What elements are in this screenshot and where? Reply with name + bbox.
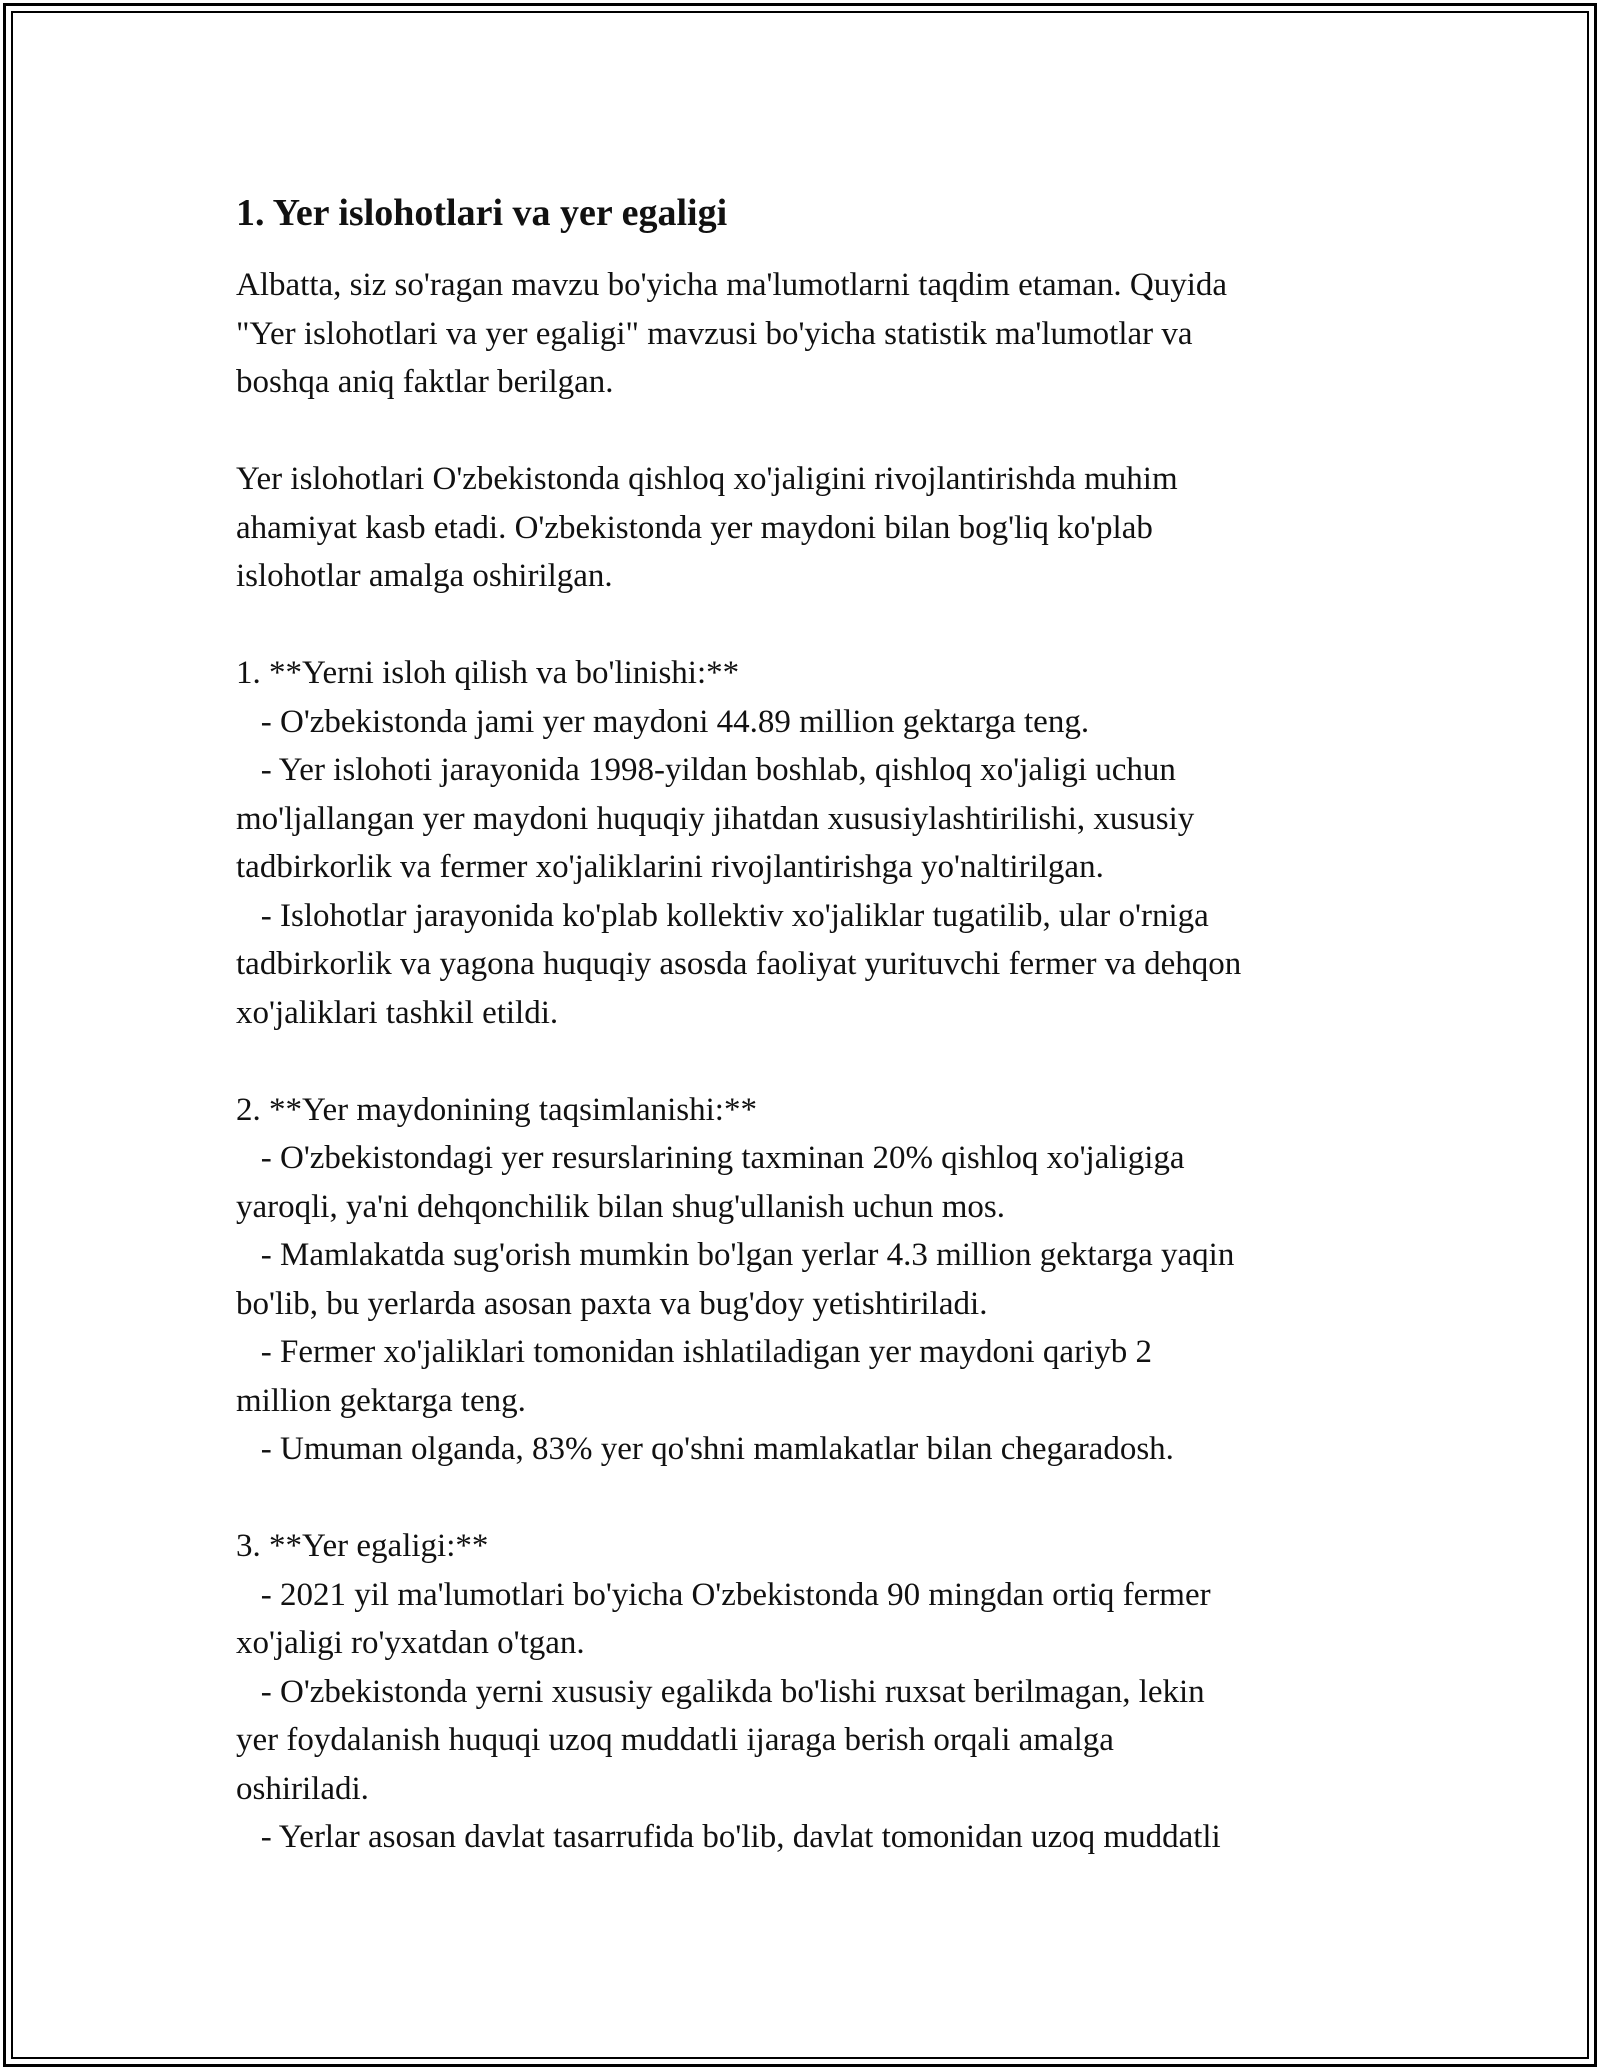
text-line: ahamiyat kasb etadi. O'zbekistonda yer maydoni bilan bog'liq ko'plab (236, 509, 1153, 546)
text-line: - Mamlakatda sug'orish mumkin bo'lgan yerlar 4.3 million gektarga yaqin (236, 1237, 1235, 1273)
blank-line (236, 1474, 1376, 1523)
text-line: - 2021 yil ma'lumotlari bo'yicha O'zbekistonda 90 mingdan ortiq fermer (236, 1576, 1211, 1613)
text-line: - O'zbekistondagi yer resurslarining taxminan 20% qishloq xo'jaligiga (236, 1140, 1185, 1176)
document-body (236, 185, 1376, 1862)
text-line: 3. **Yer egaligi:** (236, 1528, 489, 1564)
text-line: - Fermer xo'jaliklari tomonidan ishlatiladigan yer maydoni qariyb 2 (236, 1334, 1152, 1370)
document-text (236, 261, 1376, 1862)
text-line: islohotlar amalga oshirilgan. (236, 558, 613, 594)
text-line: - Yerlar asosan davlat tasarrufida bo'lib, davlat tomonidan uzoq muddatli (236, 1819, 1221, 1855)
title-spacing (236, 241, 1376, 261)
text-line: - Umuman olganda, 83% yer qo'shni mamlakatlar bilan chegaradosh. (236, 1431, 1174, 1467)
blank-line (236, 407, 1376, 456)
text-line: 1. **Yerni isloh qilish va bo'linishi:** (236, 655, 740, 691)
text-line: mo'ljallangan yer maydoni huquqiy jihatdan xususiylashtirilishi, xususiy (236, 800, 1195, 837)
text-line: Albatta, siz so'ragan mavzu bo'yicha ma'lumotlarni taqdim etaman. Quyida (236, 267, 1228, 303)
text-line: "Yer islohotlari va yer egaligi" mavzusi bo'yicha statistik ma'lumotlar va (236, 315, 1193, 352)
text-line: xo'jaligi ro'yxatdan o'tgan. (236, 1625, 585, 1661)
text-line: - O'zbekistonda yerni xususiy egalikda bo'lishi ruxsat berilmagan, lekin (236, 1673, 1205, 1710)
text-line: - Islohotlar jarayonida ko'plab kollektiv xo'jaliklar tugatilib, ular o'rniga (236, 897, 1209, 934)
text-line: yer foydalanish huquqi uzoq muddatli ijaraga berish orqali amalga (236, 1722, 1114, 1758)
blank-line (236, 601, 1376, 650)
text-line: million gektarga teng. (236, 1382, 526, 1419)
text-line: oshiriladi. (236, 1770, 369, 1807)
text-line: - O'zbekistonda jami yer maydoni 44.89 million gektarga teng. (236, 703, 1090, 740)
text-line: yaroqli, ya'ni dehqonchilik bilan shug'ullanish uchun mos. (236, 1188, 1005, 1225)
text-line: bo'lib, bu yerlarda asosan paxta va bug'doy yetishtiriladi. (236, 1285, 988, 1322)
text-line: boshqa aniq faktlar berilgan. (236, 364, 614, 400)
text-line: Yer islohotlari O'zbekistonda qishloq xo'jaligini rivojlantirishda muhim (236, 461, 1178, 497)
text-line: tadbirkorlik va yagona huquqiy asosda faoliyat yurituvchi fermer va dehqon (236, 946, 1242, 982)
text-line: 2. **Yer maydonining taqsimlanishi:** (236, 1091, 757, 1128)
document-title: 1. Yer islohotlari va yer egaligi (236, 192, 728, 234)
text-line: tadbirkorlik va fermer xo'jaliklarini rivojlantirishga yo'naltirilgan. (236, 849, 1104, 885)
text-line: - Yer islohoti jarayonida 1998-yildan boshlab, qishloq xo'jaligi uchun (236, 752, 1176, 788)
text-line: xo'jaliklari tashkil etildi. (236, 994, 559, 1031)
blank-line (236, 1037, 1376, 1086)
